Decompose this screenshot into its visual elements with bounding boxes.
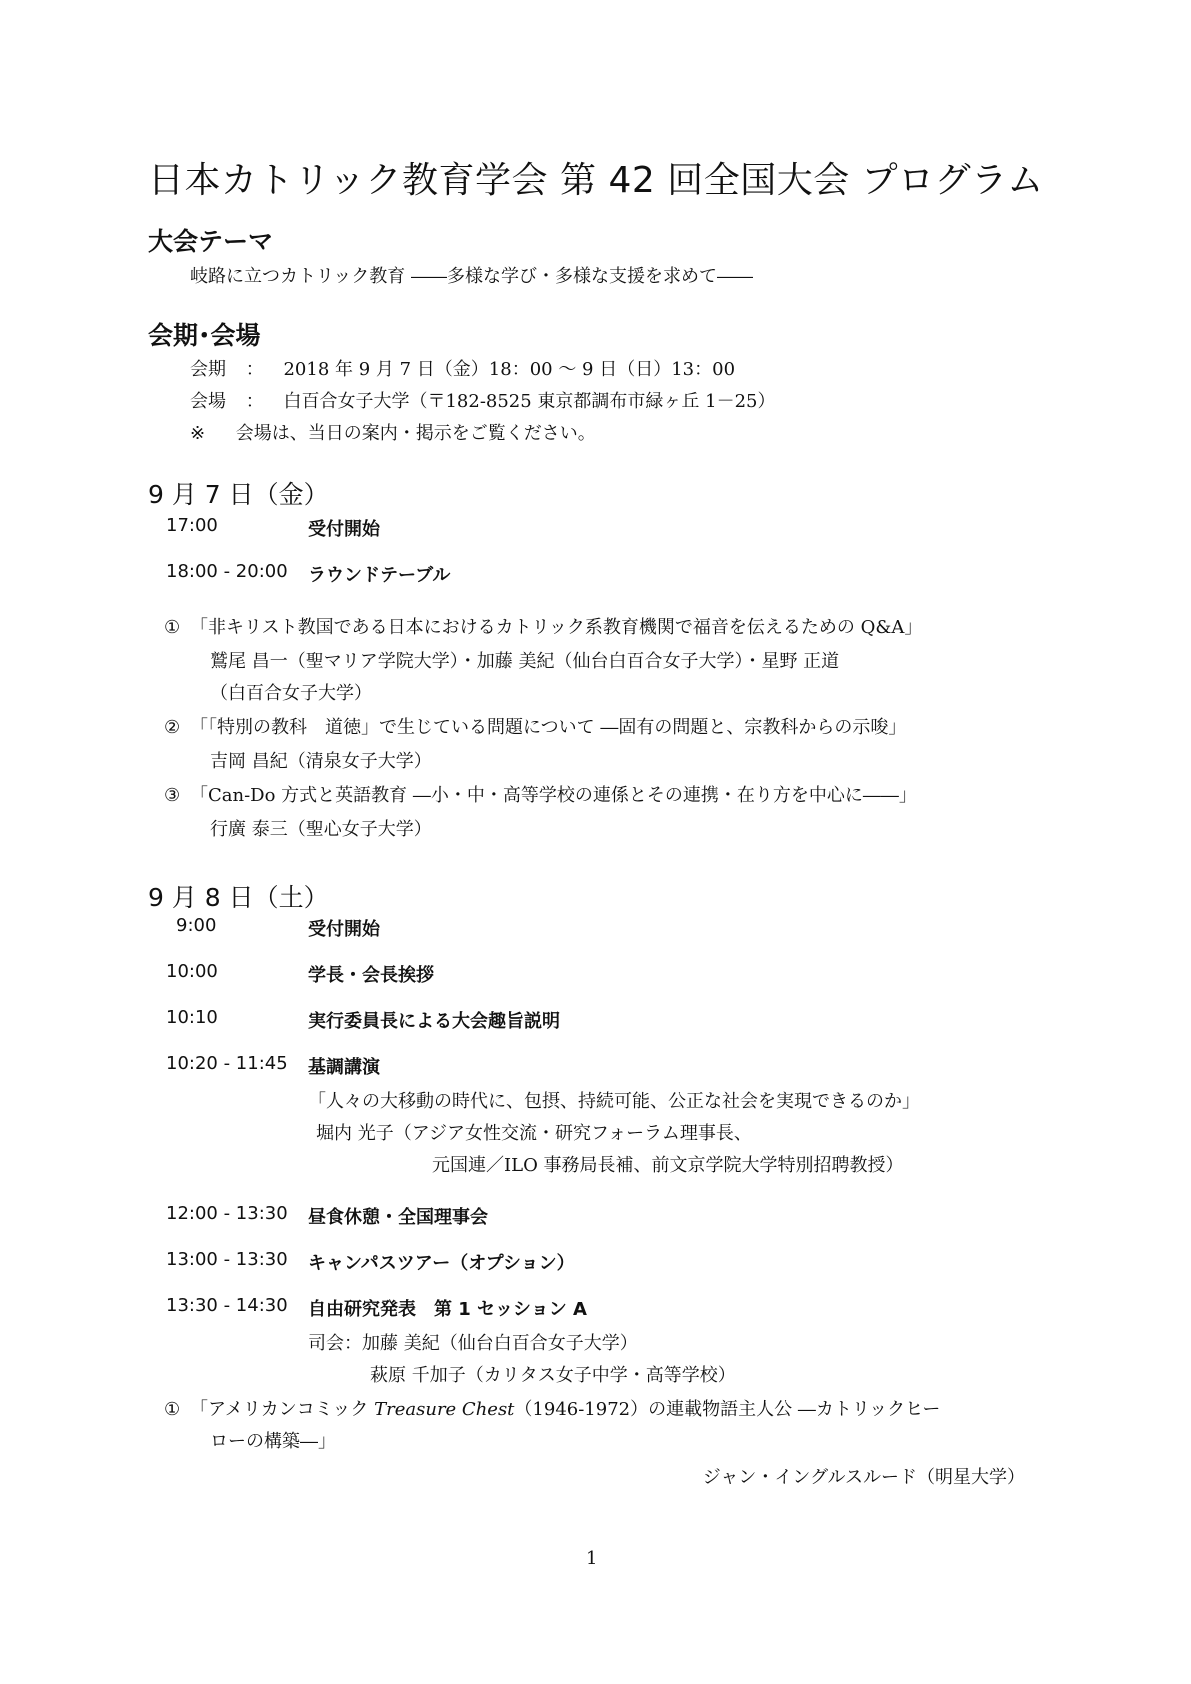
theme-text: 岐路に立つカトリック教育 ――多様な学び・多様な支援を求めて――: [190, 266, 753, 287]
period-separator: ：: [245, 359, 264, 380]
day2-event-5: 昼食休憩・全国理事会: [308, 1207, 488, 1228]
presentation-1-title-italic: Treasure Chest: [374, 1399, 515, 1420]
roundtable-1-number: ①: [164, 617, 181, 638]
roundtable-1-title-text: 「非キリスト教国である日本におけるカトリック系教育機関で福音を伝えるための Q&A」: [190, 617, 923, 638]
day2-event-7: 自由研究発表 第 1 セッション A: [308, 1299, 587, 1320]
period-row: [190, 355, 735, 381]
day1-time-2: 18:00 - 20:00: [166, 561, 288, 582]
session-chair-row: [308, 1329, 638, 1355]
presentation-1-number: ①: [164, 1399, 181, 1420]
day1-heading: 9 月 7 日（金）: [148, 480, 329, 509]
day2-time-2: 10:00: [166, 961, 218, 982]
presentation-1-title: [164, 1395, 940, 1421]
page-title: 日本カトリック教育学会 第 42 回全国大会 プログラム: [148, 160, 1044, 201]
day1-event-1: 受付開始: [308, 519, 380, 540]
presentation-1-title-cont: ローの構築―」: [210, 1431, 336, 1452]
keynote-speaker-affiliation: 元国連／ILO 事務局長補、前文京学院大学特別招聘教授）: [432, 1155, 904, 1176]
presentation-1-title-post: （1946-1972）の連載物語主人公 ―カトリックヒー: [514, 1399, 941, 1420]
period-label: 会期: [190, 359, 226, 380]
roundtable-1-presenters: 鷲尾 昌一（聖マリア学院大学）・加藤 美紀（仙台白百合女子大学）・星野 正道: [210, 651, 840, 672]
note-text: 会場は、当日の案内・掲示をご覧ください。: [235, 423, 596, 444]
period-value: 2018 年 9 月 7 日（金）18：00 ～ 9 日（日）13：00: [283, 359, 736, 380]
day2-time-3: 10:10: [166, 1007, 218, 1028]
place-row: [190, 387, 776, 413]
day2-event-3: 実行委員長による大会趣旨説明: [308, 1011, 560, 1032]
roundtable-2-title: [164, 713, 906, 739]
day2-event-2: 学長・会長挨拶: [308, 965, 434, 986]
roundtable-3-title-text: 「Can-Do 方式と英語教育 ―小・中・高等学校の連係とその連携・在り方を中心に――」: [190, 785, 917, 806]
session-chair-2: 萩原 千加子（カリタス女子中学・高等学校）: [370, 1365, 736, 1386]
session-chair-label: 司会：: [308, 1333, 362, 1354]
roundtable-1-presenters-cont: （白百合女子大学）: [210, 683, 372, 704]
day2-heading: 9 月 8 日（土）: [148, 883, 329, 912]
presentation-1-presenter: ジャン・イングルスルード（明星大学）: [702, 1467, 1025, 1488]
venue-heading: 会期･会場: [148, 321, 261, 350]
day2-time-5: 12:00 - 13:30: [166, 1203, 288, 1224]
place-value: 白百合女子大学（〒182-8525 東京都調布市緑ヶ丘 1－25）: [283, 391, 776, 412]
day2-event-6: キャンパスツアー（オプション）: [308, 1253, 575, 1274]
note-mark: ※: [190, 423, 206, 444]
day1-time-1: 17:00: [166, 515, 218, 536]
page-number: 1: [586, 1548, 598, 1569]
roundtable-3-number: ③: [164, 785, 181, 806]
keynote-speaker: 堀内 光子（アジア女性交流・研究フォーラム理事長、: [316, 1123, 752, 1144]
day2-time-4: 10:20 - 11:45: [166, 1053, 288, 1074]
day2-time-6: 13:00 - 13:30: [166, 1249, 288, 1270]
roundtable-3-title: [164, 781, 917, 807]
day2-event-4: 基調講演: [308, 1057, 380, 1078]
roundtable-2-title-text: 「｢特別の教科 道徳」で生じている問題について ―固有の問題と、宗教科からの示唆」: [190, 717, 907, 738]
roundtable-2-presenters: 吉岡 昌紀（清泉女子大学）: [210, 751, 432, 772]
session-chair-1: 加藤 美紀（仙台白百合女子大学）: [362, 1333, 638, 1354]
venue-note: [190, 419, 596, 445]
keynote-title: 「人々の大移動の時代に、包摂、持続可能、公正な社会を実現できるのか」: [308, 1091, 920, 1112]
presentation-1-title-pre: 「アメリカンコミック: [190, 1399, 369, 1420]
roundtable-3-presenters: 行廣 泰三（聖心女子大学）: [210, 819, 432, 840]
theme-heading: 大会テーマ: [148, 227, 274, 256]
day1-event-2: ラウンドテーブル: [308, 565, 451, 586]
day2-event-1: 受付開始: [308, 919, 380, 940]
day2-time-7: 13:30 - 14:30: [166, 1295, 288, 1316]
place-label: 会場: [190, 391, 226, 412]
place-separator: ：: [245, 391, 264, 412]
roundtable-1-title: [164, 613, 922, 639]
day2-time-1: 9:00: [176, 915, 217, 936]
roundtable-2-number: ②: [164, 717, 181, 738]
